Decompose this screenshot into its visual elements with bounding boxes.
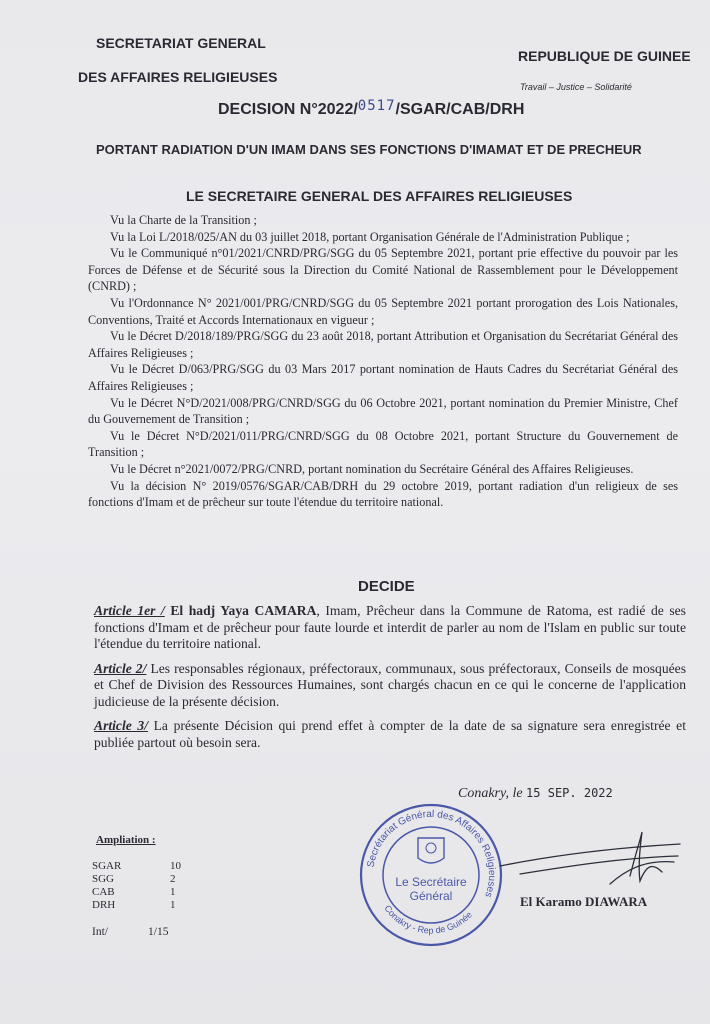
article-1	[94, 603, 686, 653]
visa-item: Vu le Décret n°2021/0072/PRG/CNRD, portant nomination du Secrétaire Général des Affaires Religieuses.	[110, 461, 634, 476]
article-label: Article 3/	[94, 718, 148, 733]
stamp-center-line1: Le Secrétaire	[395, 875, 467, 889]
article-text: La présente Décision qui prend effet à compter de la date de sa signature sera enregistrée et publiée partout où besoin sera.	[94, 718, 686, 750]
article-text: Les responsables régionaux, préfectoraux, communaux, sous préfectoraux, Conseils de mosquées et Chef de Division des Ressources Humaines, sont chargés chacun en ce qui le concerne de l'application judicieuse de la présente décision.	[94, 660, 686, 709]
ampliation-row: CAB 1	[92, 886, 176, 898]
article-2	[94, 661, 686, 711]
visa-item: Vu la Charte de la Transition ;	[110, 213, 257, 227]
visas-block	[88, 212, 678, 511]
ampliation-table	[92, 860, 190, 912]
int-label: Int/	[92, 926, 108, 938]
signer-name: El Karamo DIAWARA	[520, 894, 648, 909]
article-3	[94, 718, 686, 751]
articles-block	[94, 603, 686, 759]
place-label: Conakry, le	[458, 786, 523, 801]
stamp-center-line2: Général	[409, 889, 453, 903]
article-label: Article 1er /	[94, 603, 165, 618]
ampliation-int	[92, 926, 168, 938]
visa-item: Vu la décision N° 2019/0576/SGAR/CAB/DRH du 29 octobre 2019, portant radiation d'un religieux de ses fonctions d'Imam et de prêcheur sur toute l'étendue du territoire national.	[88, 478, 678, 510]
visa-item: Vu le Communiqué n°01/2021/CNRD/PRG/SGG du 05 Septembre 2021, portant prie effective du pouvoir par les Forces de Défense et de Sécurité sous la Direction du Comité National de Rassemblement pour le Développement (CNRD) ;	[88, 246, 678, 294]
decision-suffix: /SGAR/CAB/DRH	[395, 101, 525, 118]
visa-item: Vu la Loi L/2018/025/AN du 03 juillet 2018, portant Organisation Générale de l'Administration Publique ;	[110, 229, 630, 244]
decision-authority: LE SECRETAIRE GENERAL DES AFFAIRES RELIGIEUSES	[186, 188, 573, 204]
stamp-ring-text: Secrétariat Général des Affaires Religieuses	[365, 808, 498, 899]
ampliation-row: SGAR 10	[92, 860, 181, 872]
int-value: 1/15	[148, 926, 169, 938]
visa-item: Vu le Décret D/063/PRG/SGG du 03 Mars 2017 portant nomination de Hauts Cadres du Secrétariat Général des Affaires Religieuses ;	[88, 362, 678, 393]
ampliation-row: DRH 1	[92, 899, 176, 911]
official-stamp	[356, 800, 506, 950]
country-title: REPUBLIQUE DE GUINEE	[518, 48, 691, 64]
issuer-line1: SECRETARIAT GENERAL	[96, 35, 266, 51]
date-stamp: 15 SEP. 2022	[526, 786, 613, 800]
stamp-bottom-text: Conakry - Rep de Guinée	[382, 903, 474, 936]
issuer-line2: DES AFFAIRES RELIGIEUSES	[78, 69, 278, 85]
visa-item: Vu l'Ordonnance N° 2021/001/PRG/CNRD/SGG du 05 Septembre 2021 portant prorogation des Lois Nationales, Conventions, Traité et Accords Internationaux en vigueur ;	[88, 295, 678, 327]
decision-prefix: DECISION N°2022/	[218, 101, 358, 118]
decision-object: PORTANT RADIATION D'UN IMAM DANS SES FONCTIONS D'IMAMAT ET DE PRECHEUR	[96, 142, 642, 157]
visa-item: Vu le Décret N°D/2021/011/PRG/CNRD/SGG du 08 Octobre 2021, portant Structure du Gouvernement de Transition ;	[88, 428, 678, 460]
visa-item: Vu le Décret N°D/2021/008/PRG/CNRD/SGG du 06 Octobre 2021, portant nomination du Premier Ministre, Chef du Gouvernement de Transition ;	[88, 395, 678, 427]
ampliation-title: Ampliation :	[96, 834, 156, 846]
article-subject: El hadj Yaya CAMARA	[170, 603, 317, 618]
article-label: Article 2/	[94, 660, 147, 676]
decision-stamped-number: 0517	[357, 98, 396, 114]
issuer-block	[78, 26, 277, 94]
coat-of-arms-icon	[418, 838, 444, 863]
visa-item: Vu le Décret D/2018/189/PRG/SGG du 23 août 2018, portant Attribution et Organisation du Secrétariat Général des Affaires Religieuses ;	[88, 329, 678, 360]
article-text: , Imam, Prêcheur dans la Commune de Ratoma, est radié de ses fonctions d'Imam et de prêcheur pour faute lourde et interdit de parler au nom de l'Islam en public sur toute l'étendue du territoire national.	[94, 603, 686, 651]
country-motto: Travail – Justice – Solidarité	[520, 82, 632, 92]
handwritten-signature	[490, 826, 690, 896]
decide-heading: DECIDE	[358, 578, 415, 595]
decision-number	[218, 98, 524, 119]
ampliation-row: SGG 2	[92, 873, 176, 885]
